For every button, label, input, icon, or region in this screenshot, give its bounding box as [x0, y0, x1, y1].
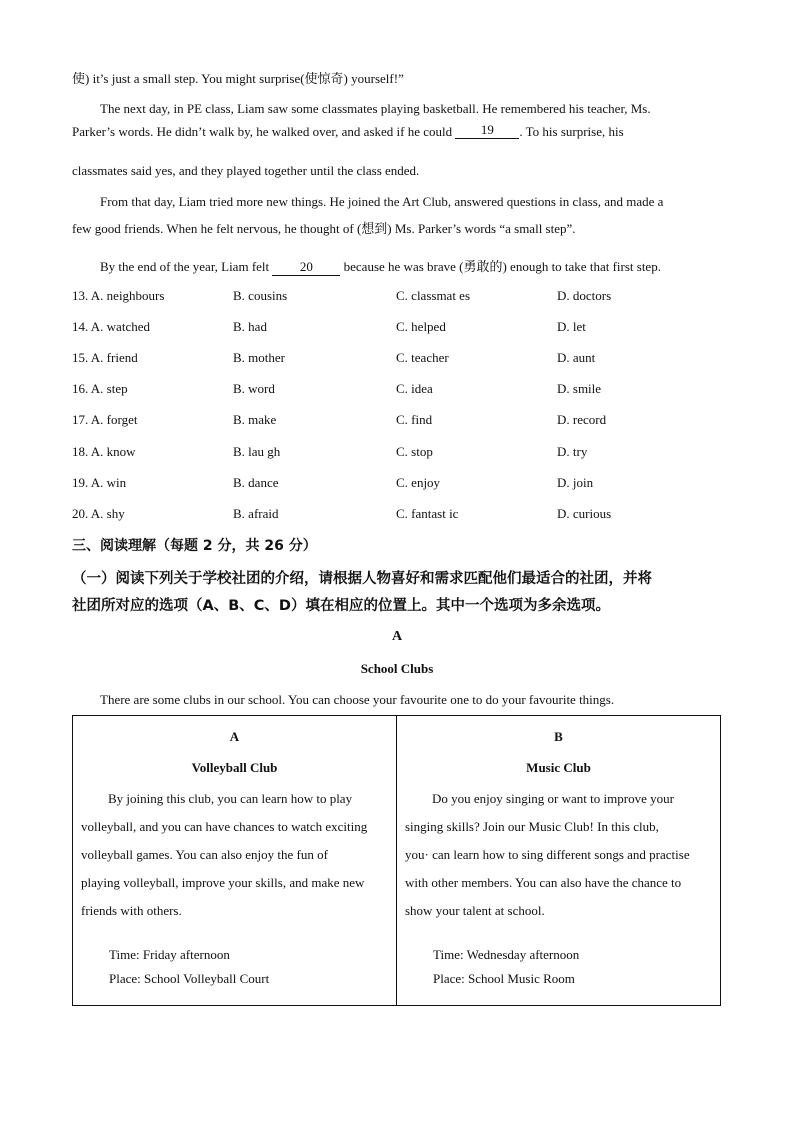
- club-card-volleyball: [73, 716, 397, 1006]
- club-letter: B: [554, 729, 563, 744]
- q14-option-b: B. had: [233, 319, 267, 334]
- club-desc-line: singing skills? Join our Music Club! In this club,: [405, 819, 659, 834]
- q19-option-c: C. enjoy: [396, 475, 441, 490]
- blank-20: 20: [272, 259, 340, 276]
- q16-option-a: 16. A. step: [72, 381, 128, 396]
- q19-option-b: B. dance: [233, 475, 279, 490]
- q13-option-d: D. doctors: [557, 288, 612, 303]
- q18-option-c: C. stop: [396, 444, 433, 459]
- q19-option-a: 19. A. win: [72, 475, 127, 490]
- club-desc-line: playing volleyball, improve your skills, and make new: [81, 875, 365, 890]
- passage-line-1: 使) it’s just a small step. You might surprise(使惊奇) yourself!”: [72, 71, 404, 86]
- q17-option-a: 17. A. forget: [72, 412, 138, 427]
- section-heading: 三、阅读理解（每题 2 分，共 26 分）: [72, 538, 317, 554]
- q20-option-c: C. fantast ic: [396, 506, 459, 521]
- q17-option-d: D. record: [557, 412, 607, 427]
- q18-option-d: D. try: [557, 444, 588, 459]
- club-name: Music Club: [526, 760, 591, 775]
- club-desc-line: By joining this club, you can learn how to play: [108, 791, 353, 806]
- club-description: [405, 785, 714, 925]
- q20-option-b: B. afraid: [233, 506, 279, 521]
- club-desc-line: you· can learn how to sing different songs and practise: [405, 847, 690, 862]
- part-letter: A: [391, 629, 403, 644]
- club-time: Time: Friday afternoon: [109, 947, 230, 962]
- club-desc-line: show your talent at school.: [405, 903, 545, 918]
- club-desc-line: volleyball, and you can have chances to watch exciting: [81, 819, 368, 834]
- q13-option-b: B. cousins: [233, 288, 288, 303]
- q19-option-d: D. join: [557, 475, 594, 490]
- club-desc-line: friends with others.: [81, 903, 182, 918]
- passage-line-7: [100, 256, 661, 276]
- club-desc-line: Do you enjoy singing or want to improve your: [432, 791, 674, 806]
- q15-option-a: 15. A. friend: [72, 350, 138, 365]
- passage-line-3-start: Parker’s words. He didn’t walk by, he walked over, and asked if he could: [72, 124, 453, 139]
- club-name: Volleyball Club: [191, 760, 278, 775]
- intro-text: There are some clubs in our school. You can choose your favourite one to do your favourite things.: [100, 692, 615, 707]
- club-time: Time: Wednesday afternoon: [433, 947, 580, 962]
- q14-option-d: D. let: [557, 319, 586, 334]
- q14-option-c: C. helped: [396, 319, 446, 334]
- section-instruction-2: 社团所对应的选项（A、B、C、D）填在相应的位置上。其中一个选项为多余选项。: [72, 598, 610, 614]
- passage-line-2: The next day, in PE class, Liam saw some classmates playing basketball. He remembered his teacher, Ms.: [100, 101, 651, 116]
- q18-option-b: B. lau gh: [233, 444, 281, 459]
- q13-option-c: C. classmat es: [396, 288, 471, 303]
- q16-option-b: B. word: [233, 381, 275, 396]
- passage-line-6: few good friends. When he felt nervous, he thought of (想到) Ms. Parker’s words “a small step”.: [72, 221, 576, 236]
- clubs-table: [72, 715, 721, 1006]
- club-description: [81, 785, 390, 925]
- q18-option-a: 18. A. know: [72, 444, 136, 459]
- q15-option-b: B. mother: [233, 350, 285, 365]
- q17-option-c: C. find: [396, 412, 433, 427]
- club-place: Place: School Volleyball Court: [109, 971, 270, 986]
- q13-option-a: 13. A. neighbours: [72, 288, 165, 303]
- club-place: Place: School Music Room: [433, 971, 575, 986]
- page-title: School Clubs: [360, 661, 434, 676]
- section-instruction-1: （一）阅读下列关于学校社团的介绍，请根据人物喜好和需求匹配他们最适合的社团，并将: [72, 571, 652, 587]
- q20-option-d: D. curious: [557, 506, 612, 521]
- passage-line-3-end: . To his surprise, his: [519, 124, 624, 139]
- club-letter: A: [229, 729, 240, 744]
- blank-19: 19: [455, 122, 519, 139]
- passage-line-5: From that day, Liam tried more new things. He joined the Art Club, answered questions in class, and made a: [100, 194, 664, 209]
- q17-option-b: B. make: [233, 412, 277, 427]
- club-card-music: [397, 716, 721, 1006]
- q14-option-a: 14. A. watched: [72, 319, 150, 334]
- passage-line-4: classmates said yes, and they played together until the class ended.: [72, 163, 420, 178]
- passage-line-7-end: because he was brave (勇敢的) enough to take that first step.: [343, 259, 661, 274]
- club-desc-line: volleyball games. You can also enjoy the fun of: [81, 847, 328, 862]
- q15-option-c: C. teacher: [396, 350, 449, 365]
- q16-option-d: D. smile: [557, 381, 602, 396]
- passage-line-3: [72, 124, 624, 141]
- club-desc-line: with other members. You can also have the chance to: [405, 875, 682, 890]
- passage-line-7-start: By the end of the year, Liam felt: [100, 259, 270, 274]
- q20-option-a: 20. A. shy: [72, 506, 125, 521]
- q15-option-d: D. aunt: [557, 350, 596, 365]
- q16-option-c: C. idea: [396, 381, 433, 396]
